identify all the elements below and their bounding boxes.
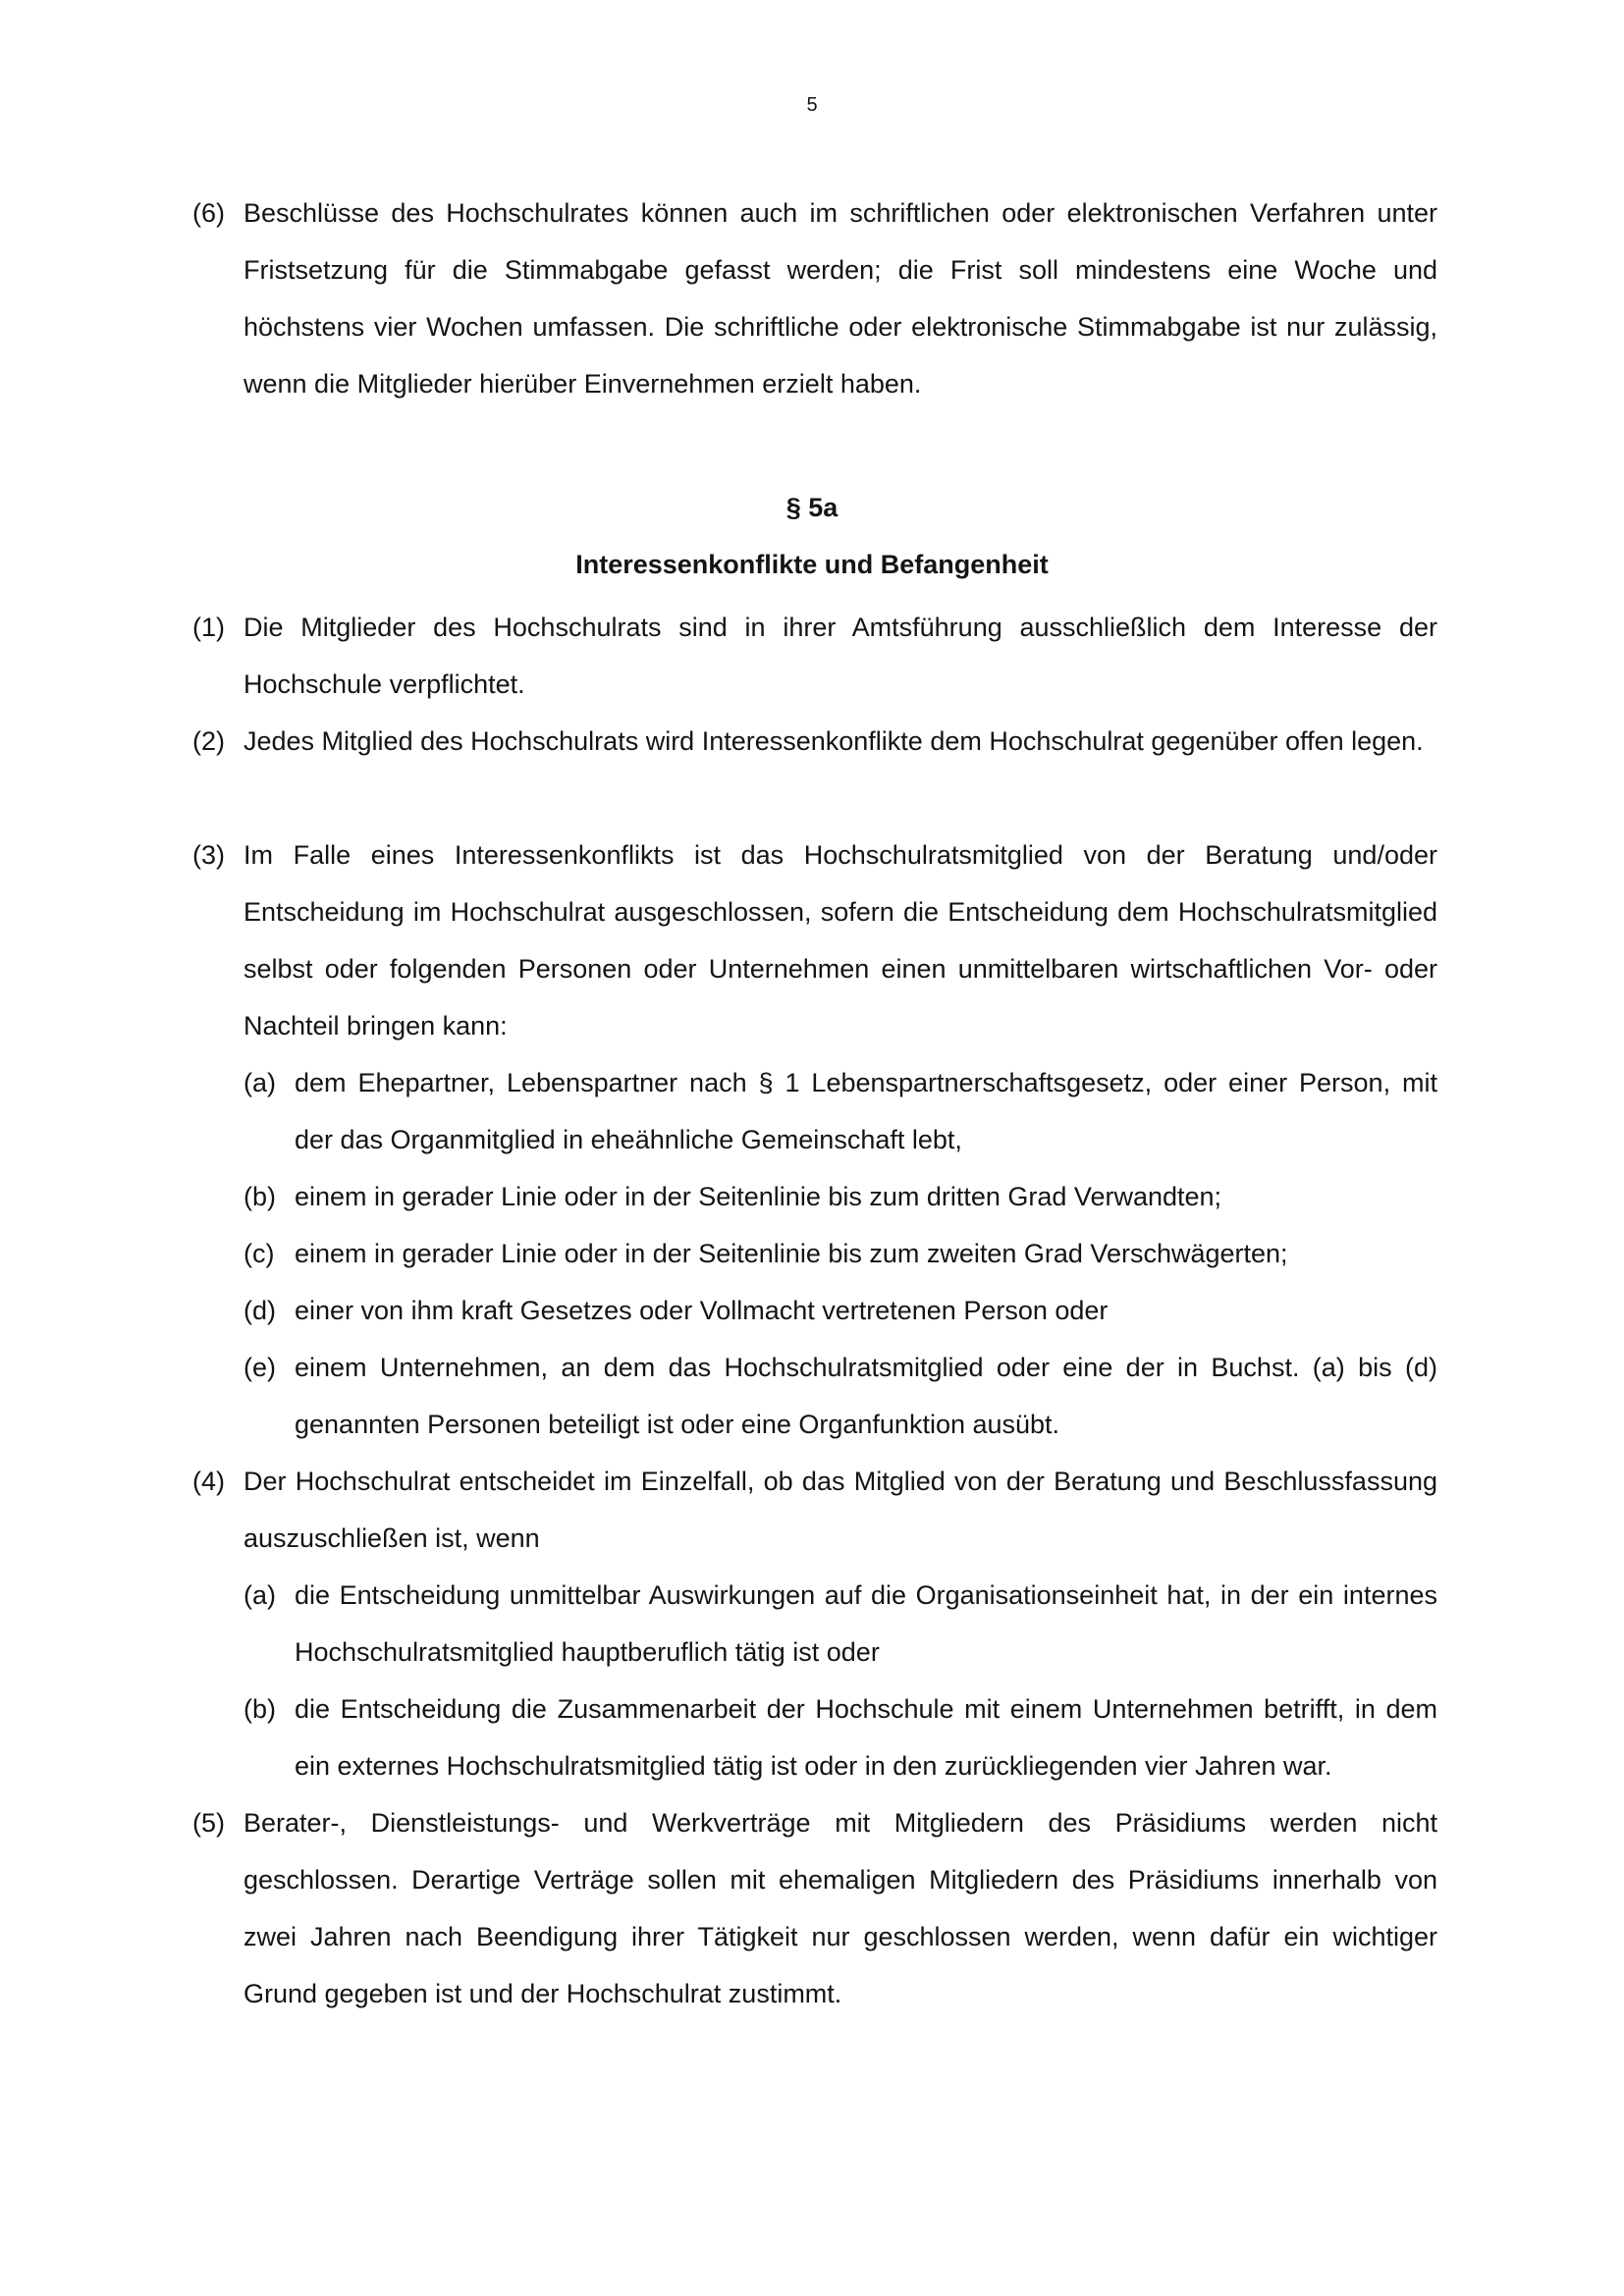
list-item-3c: [244, 1225, 1437, 1282]
list-item-number: (e): [244, 1353, 276, 1382]
list-item-3d: [244, 1282, 1437, 1339]
list-item-4a: [244, 1567, 1437, 1681]
list-item-text: dem Ehepartner, Lebenspartner nach § 1 Lebenspartnerschaftsgesetz, oder einer Person, mit der das Organmitglied in eheähnliche Gemeinschaft lebt,: [295, 1068, 1437, 1154]
list-item-text: einem in gerader Linie oder in der Seitenlinie bis zum dritten Grad Verwandten;: [295, 1182, 1222, 1211]
paragraph-text: Jedes Mitglied des Hochschulrats wird Interessenkonflikte dem Hochschulrat gegenüber offen legen.: [244, 726, 1424, 756]
list-item-4b: [244, 1681, 1437, 1794]
paragraph-2: [192, 713, 1437, 770]
paragraph-1: [192, 599, 1437, 713]
paragraph-number: (5): [192, 1808, 225, 1838]
section-number: § 5a: [785, 493, 839, 522]
list-item-text: einer von ihm kraft Gesetzes oder Vollmacht vertretenen Person oder: [295, 1296, 1109, 1325]
list-item-text: einem Unternehmen, an dem das Hochschulratsmitglied oder eine der in Buchst. (a) bis (d) genannten Personen beteiligt ist oder eine Organfunktion ausübt.: [295, 1353, 1437, 1439]
list-item-3b: [244, 1168, 1437, 1225]
list-item-3e: [244, 1339, 1437, 1453]
list-item-text: einem in gerader Linie oder in der Seitenlinie bis zum zweiten Grad Verschwägerten;: [295, 1239, 1288, 1268]
list-item-number: (d): [244, 1296, 276, 1325]
paragraph-number: (6): [192, 198, 225, 228]
paragraph-number: (4): [192, 1467, 225, 1496]
paragraph-number: (2): [192, 726, 225, 756]
paragraph-number: (3): [192, 840, 225, 870]
paragraph-text: Beschlüsse des Hochschulrates können auch im schriftlichen oder elektronischen Verfahren unter Fristsetzung für die Stimmabgabe gefasst werden; die Frist soll mindestens eine Woche und höchstens vier Wochen umfassen. Die schriftliche oder elektronische Stimmabgabe ist nur zulässig, wenn die Mitglieder hierüber Einvernehmen erzielt haben.: [244, 198, 1437, 399]
paragraph-text: Die Mitglieder des Hochschulrats sind in ihrer Amtsführung ausschließlich dem Interesse der Hochschule verpflichtet.: [244, 613, 1437, 699]
page-number: 5: [806, 94, 818, 116]
section-title: Interessenkonflikte und Befangenheit: [575, 550, 1049, 579]
list-item-text: die Entscheidung unmittelbar Auswirkungen auf die Organisationseinheit hat, in der ein internes Hochschulratsmitglied hauptberuflich tätig ist oder: [295, 1580, 1437, 1667]
paragraph-4: [192, 1453, 1437, 1567]
paragraph-5: [192, 1794, 1437, 2022]
list-item-number: (a): [244, 1580, 276, 1610]
list-item-number: (a): [244, 1068, 276, 1097]
list-item-number: (c): [244, 1239, 275, 1268]
paragraph-3: [192, 827, 1437, 1054]
list-item-number: (b): [244, 1182, 276, 1211]
paragraph-text: Im Falle eines Interessenkonflikts ist das Hochschulratsmitglied von der Beratung und/oder Entscheidung im Hochschulrat ausgeschlossen, sofern die Entscheidung dem Hochschulratsmitglied selbst oder folgenden Personen oder Unternehmen einen unmittelbaren wirtschaftlichen Vor- oder Nachteil bringen kann:: [244, 840, 1437, 1041]
paragraph-number: (1): [192, 613, 225, 642]
paragraph-text: Der Hochschulrat entscheidet im Einzelfall, ob das Mitglied von der Beratung und Beschlussfassung auszuschließen ist, wenn: [244, 1467, 1437, 1553]
paragraph-text: Berater-, Dienstleistungs- und Werkverträge mit Mitgliedern des Präsidiums werden nicht geschlossen. Derartige Verträge sollen mit ehemaligen Mitgliedern des Präsidiums innerhalb von zwei Jahren nach Beendigung ihrer Tätigkeit nur geschlossen werden, wenn dafür ein wichtiger Grund gegeben ist und der Hochschulrat zustimmt.: [244, 1808, 1437, 2008]
list-item-number: (b): [244, 1694, 276, 1724]
list-item-text: die Entscheidung die Zusammenarbeit der Hochschule mit einem Unternehmen betrifft, in dem ein externes Hochschulratsmitglied tätig ist oder in den zurückliegenden vier Jahren war.: [295, 1694, 1437, 1781]
paragraph-6: [192, 185, 1437, 412]
list-item-3a: [244, 1054, 1437, 1168]
